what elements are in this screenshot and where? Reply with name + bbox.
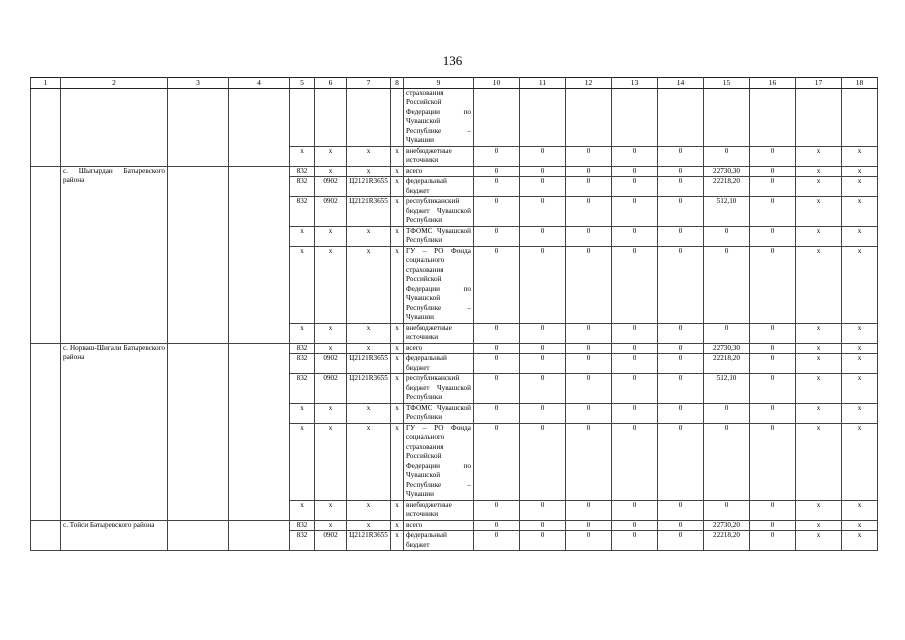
value-cell: 0: [474, 500, 520, 520]
column-header: 12: [566, 78, 612, 89]
value-cell: [750, 88, 796, 146]
kbk-section-cell: [315, 88, 347, 146]
value-cell: 0: [474, 343, 520, 354]
kbk-ministry-cell: x: [290, 246, 315, 323]
kbk-type-cell: x: [391, 531, 404, 551]
funding-source-cell: федеральный бюджет: [404, 177, 474, 197]
value-cell: x: [796, 374, 842, 404]
table-row: [31, 520, 878, 531]
value-cell: 0: [566, 343, 612, 354]
value-cell: 0: [566, 166, 612, 177]
value-cell: 0: [750, 531, 796, 551]
kbk-target-cell: x: [347, 226, 391, 246]
funding-source-cell: ГУ – РО Фонда социального страхования Российской Федерации по Чувашской Республике – Чувашии: [404, 246, 474, 323]
kbk-type-cell: x: [391, 374, 404, 404]
funding-source-cell: всего: [404, 520, 474, 531]
value-cell: 0: [658, 531, 704, 551]
value-cell: 0: [520, 166, 566, 177]
kbk-target-cell: x: [347, 246, 391, 323]
value-cell: 0: [566, 423, 612, 500]
row-number-cell: [31, 88, 61, 166]
kbk-target-cell: x: [347, 500, 391, 520]
value-cell: 512,10: [704, 197, 750, 227]
kbk-ministry-cell: x: [290, 500, 315, 520]
value-cell: 0: [750, 500, 796, 520]
column-header: 2: [61, 78, 168, 89]
kbk-section-cell: x: [315, 500, 347, 520]
column-header: 10: [474, 78, 520, 89]
value-cell: 0: [612, 354, 658, 374]
value-cell: 0: [474, 166, 520, 177]
kbk-ministry-cell: x: [290, 423, 315, 500]
value-cell: x: [842, 177, 878, 197]
value-cell: 0: [566, 197, 612, 227]
kbk-target-cell: Ц2121R3655: [347, 531, 391, 551]
value-cell: 0: [566, 177, 612, 197]
value-cell: 0: [612, 423, 658, 500]
funding-source-cell: федеральный бюджет: [404, 354, 474, 374]
funding-source-cell: ГУ – РО Фонда социального страхования Российской Федерации по Чувашской Республике – Чувашии: [404, 423, 474, 500]
value-cell: x: [796, 354, 842, 374]
value-cell: 0: [612, 177, 658, 197]
value-cell: [796, 88, 842, 146]
table-row: [31, 166, 878, 177]
funding-source-cell: внебюджетные источники: [404, 500, 474, 520]
kbk-type-cell: x: [391, 500, 404, 520]
value-cell: 0: [612, 166, 658, 177]
column-header: 17: [796, 78, 842, 89]
kbk-target-cell: [347, 88, 391, 146]
kbk-type-cell: x: [391, 226, 404, 246]
value-cell: 0: [474, 323, 520, 343]
column-header: 15: [704, 78, 750, 89]
value-cell: x: [842, 374, 878, 404]
kbk-target-cell: Ц2121R3655: [347, 354, 391, 374]
value-cell: 0: [520, 246, 566, 323]
value-cell: 0: [612, 226, 658, 246]
value-cell: 0: [704, 226, 750, 246]
value-cell: 0: [612, 246, 658, 323]
value-cell: 0: [704, 403, 750, 423]
value-cell: 0: [520, 374, 566, 404]
funding-source-cell: внебюджетные источники: [404, 146, 474, 166]
value-cell: 0: [474, 423, 520, 500]
kbk-type-cell: x: [391, 197, 404, 227]
value-cell: 0: [520, 520, 566, 531]
kbk-type-cell: x: [391, 354, 404, 374]
executor-cell: [168, 520, 229, 551]
value-cell: 0: [520, 531, 566, 551]
value-cell: 0: [474, 354, 520, 374]
kbk-target-cell: x: [347, 166, 391, 177]
kbk-ministry-cell: 832: [290, 343, 315, 354]
value-cell: 0: [750, 226, 796, 246]
value-cell: 0: [566, 246, 612, 323]
value-cell: 0: [474, 197, 520, 227]
page-number: 136: [442, 53, 463, 68]
value-cell: 0: [750, 197, 796, 227]
settlement-name-cell: с. Норваш-Шигали Батыревского района: [61, 343, 168, 520]
value-cell: 0: [474, 374, 520, 404]
value-cell: 0: [658, 343, 704, 354]
value-cell: 0: [520, 146, 566, 166]
value-cell: x: [842, 323, 878, 343]
value-cell: 0: [750, 374, 796, 404]
row-number-cell: [31, 166, 61, 343]
value-cell: x: [796, 323, 842, 343]
column-header: 4: [229, 78, 290, 89]
value-cell: [612, 88, 658, 146]
value-cell: x: [796, 500, 842, 520]
executor-cell: [168, 166, 229, 343]
value-cell: x: [796, 531, 842, 551]
kbk-section-cell: x: [315, 166, 347, 177]
value-cell: 0: [520, 226, 566, 246]
value-cell: x: [842, 146, 878, 166]
table-row: [31, 88, 878, 146]
funding-source-cell: ТФОМС Чувашской Республики: [404, 226, 474, 246]
indicator-cell: [229, 166, 290, 343]
kbk-section-cell: x: [315, 226, 347, 246]
value-cell: 0: [520, 197, 566, 227]
kbk-section-cell: x: [315, 520, 347, 531]
kbk-section-cell: x: [315, 423, 347, 500]
kbk-type-cell: x: [391, 423, 404, 500]
funding-source-cell: федеральный бюджет: [404, 531, 474, 551]
value-cell: 22730,30: [704, 166, 750, 177]
value-cell: x: [842, 166, 878, 177]
executor-cell: [168, 88, 229, 166]
value-cell: 0: [612, 323, 658, 343]
value-cell: x: [796, 520, 842, 531]
kbk-section-cell: 0902: [315, 531, 347, 551]
value-cell: 0: [520, 343, 566, 354]
column-header: 3: [168, 78, 229, 89]
value-cell: 0: [704, 423, 750, 500]
column-header-row: [31, 78, 878, 89]
value-cell: 0: [474, 403, 520, 423]
value-cell: 0: [612, 403, 658, 423]
value-cell: 0: [750, 354, 796, 374]
value-cell: 0: [474, 177, 520, 197]
value-cell: 0: [474, 531, 520, 551]
value-cell: [704, 88, 750, 146]
value-cell: 0: [750, 246, 796, 323]
kbk-ministry-cell: x: [290, 146, 315, 166]
kbk-section-cell: 0902: [315, 374, 347, 404]
kbk-section-cell: x: [315, 403, 347, 423]
budget-table: [30, 77, 878, 551]
value-cell: x: [796, 177, 842, 197]
kbk-type-cell: x: [391, 323, 404, 343]
value-cell: x: [842, 343, 878, 354]
column-header: 6: [315, 78, 347, 89]
column-header: 18: [842, 78, 878, 89]
value-cell: 0: [474, 226, 520, 246]
value-cell: 0: [474, 246, 520, 323]
value-cell: [474, 88, 520, 146]
value-cell: 0: [658, 403, 704, 423]
kbk-ministry-cell: 832: [290, 177, 315, 197]
value-cell: 0: [750, 520, 796, 531]
value-cell: 0: [520, 423, 566, 500]
value-cell: 0: [566, 500, 612, 520]
value-cell: 22218,20: [704, 177, 750, 197]
value-cell: 0: [612, 146, 658, 166]
value-cell: [658, 88, 704, 146]
row-number-cell: [31, 520, 61, 551]
kbk-ministry-cell: x: [290, 403, 315, 423]
value-cell: 0: [612, 343, 658, 354]
kbk-ministry-cell: [290, 88, 315, 146]
funding-source-cell: республиканский бюджет Чувашской Республики: [404, 374, 474, 404]
kbk-section-cell: 0902: [315, 354, 347, 374]
kbk-ministry-cell: 832: [290, 354, 315, 374]
value-cell: 22730,30: [704, 343, 750, 354]
kbk-ministry-cell: 832: [290, 197, 315, 227]
value-cell: [566, 88, 612, 146]
kbk-target-cell: Ц2121R3655: [347, 177, 391, 197]
value-cell: 0: [750, 403, 796, 423]
value-cell: 0: [704, 146, 750, 166]
value-cell: 0: [750, 146, 796, 166]
value-cell: 0: [704, 246, 750, 323]
value-cell: 512,10: [704, 374, 750, 404]
kbk-section-cell: x: [315, 246, 347, 323]
kbk-ministry-cell: x: [290, 323, 315, 343]
funding-source-cell: страхования Российской Федерации по Чувашской Республике – Чувашии: [404, 88, 474, 146]
value-cell: x: [842, 403, 878, 423]
value-cell: 0: [520, 323, 566, 343]
kbk-type-cell: x: [391, 177, 404, 197]
value-cell: 0: [658, 197, 704, 227]
value-cell: 0: [612, 500, 658, 520]
column-header: 14: [658, 78, 704, 89]
indicator-cell: [229, 88, 290, 166]
value-cell: x: [842, 226, 878, 246]
value-cell: [520, 88, 566, 146]
kbk-type-cell: x: [391, 520, 404, 531]
value-cell: 0: [566, 354, 612, 374]
value-cell: 0: [520, 403, 566, 423]
column-header: 8: [391, 78, 404, 89]
value-cell: [842, 88, 878, 146]
indicator-cell: [229, 520, 290, 551]
value-cell: x: [796, 246, 842, 323]
settlement-name-cell: с. Тойси Батыревского района: [61, 520, 168, 551]
value-cell: 0: [658, 177, 704, 197]
kbk-section-cell: 0902: [315, 177, 347, 197]
value-cell: x: [796, 226, 842, 246]
value-cell: 0: [658, 166, 704, 177]
value-cell: 0: [612, 374, 658, 404]
value-cell: 0: [658, 520, 704, 531]
value-cell: x: [796, 197, 842, 227]
value-cell: 0: [566, 146, 612, 166]
value-cell: 0: [658, 146, 704, 166]
kbk-target-cell: x: [347, 146, 391, 166]
value-cell: 0: [704, 323, 750, 343]
row-number-cell: [31, 343, 61, 520]
kbk-section-cell: 0902: [315, 197, 347, 227]
kbk-ministry-cell: 832: [290, 374, 315, 404]
kbk-target-cell: x: [347, 520, 391, 531]
kbk-ministry-cell: 832: [290, 520, 315, 531]
value-cell: x: [842, 354, 878, 374]
value-cell: 22218,20: [704, 354, 750, 374]
funding-source-cell: всего: [404, 343, 474, 354]
value-cell: 0: [566, 226, 612, 246]
column-header: 13: [612, 78, 658, 89]
kbk-target-cell: x: [347, 323, 391, 343]
value-cell: 0: [520, 500, 566, 520]
kbk-type-cell: x: [391, 146, 404, 166]
table-body: [31, 78, 878, 551]
value-cell: 22218,20: [704, 531, 750, 551]
value-cell: 22730,20: [704, 520, 750, 531]
value-cell: 0: [658, 374, 704, 404]
funding-source-cell: республиканский бюджет Чувашской Республики: [404, 197, 474, 227]
column-header: 16: [750, 78, 796, 89]
value-cell: x: [796, 166, 842, 177]
value-cell: 0: [520, 177, 566, 197]
value-cell: 0: [750, 423, 796, 500]
kbk-type-cell: x: [391, 403, 404, 423]
kbk-type-cell: [391, 88, 404, 146]
kbk-section-cell: x: [315, 343, 347, 354]
kbk-target-cell: x: [347, 343, 391, 354]
column-header: 11: [520, 78, 566, 89]
funding-source-cell: внебюджетные источники: [404, 323, 474, 343]
column-header: 1: [31, 78, 61, 89]
value-cell: x: [796, 403, 842, 423]
column-header: 7: [347, 78, 391, 89]
settlement-name-cell: с. Шыгырдан Батыревского района: [61, 166, 168, 343]
kbk-target-cell: Ц2121R3655: [347, 374, 391, 404]
kbk-type-cell: x: [391, 343, 404, 354]
kbk-ministry-cell: 832: [290, 166, 315, 177]
value-cell: x: [796, 343, 842, 354]
kbk-section-cell: x: [315, 323, 347, 343]
value-cell: 0: [566, 323, 612, 343]
value-cell: 0: [566, 531, 612, 551]
value-cell: x: [842, 531, 878, 551]
kbk-target-cell: Ц2121R3655: [347, 197, 391, 227]
value-cell: 0: [750, 323, 796, 343]
table-row: [31, 343, 878, 354]
value-cell: x: [842, 197, 878, 227]
value-cell: 0: [658, 423, 704, 500]
value-cell: 0: [658, 354, 704, 374]
value-cell: 0: [520, 354, 566, 374]
kbk-type-cell: x: [391, 166, 404, 177]
value-cell: 0: [658, 246, 704, 323]
indicator-cell: [229, 343, 290, 520]
value-cell: x: [842, 500, 878, 520]
value-cell: 0: [750, 177, 796, 197]
value-cell: 0: [704, 500, 750, 520]
value-cell: 0: [566, 374, 612, 404]
column-header: 9: [404, 78, 474, 89]
value-cell: 0: [612, 197, 658, 227]
kbk-section-cell: x: [315, 146, 347, 166]
value-cell: x: [796, 146, 842, 166]
kbk-target-cell: x: [347, 423, 391, 500]
value-cell: x: [842, 423, 878, 500]
value-cell: 0: [750, 166, 796, 177]
kbk-ministry-cell: x: [290, 226, 315, 246]
value-cell: x: [842, 246, 878, 323]
value-cell: 0: [658, 500, 704, 520]
kbk-ministry-cell: 832: [290, 531, 315, 551]
settlement-name-cell: [61, 88, 168, 166]
funding-source-cell: всего: [404, 166, 474, 177]
value-cell: 0: [566, 520, 612, 531]
kbk-type-cell: x: [391, 246, 404, 323]
executor-cell: [168, 343, 229, 520]
value-cell: 0: [750, 343, 796, 354]
value-cell: 0: [612, 531, 658, 551]
value-cell: 0: [612, 520, 658, 531]
value-cell: 0: [566, 403, 612, 423]
value-cell: 0: [658, 323, 704, 343]
value-cell: 0: [474, 146, 520, 166]
column-header: 5: [290, 78, 315, 89]
value-cell: 0: [474, 520, 520, 531]
value-cell: x: [796, 423, 842, 500]
funding-source-cell: ТФОМС Чувашской Республики: [404, 403, 474, 423]
value-cell: 0: [658, 226, 704, 246]
value-cell: x: [842, 520, 878, 531]
kbk-target-cell: x: [347, 403, 391, 423]
